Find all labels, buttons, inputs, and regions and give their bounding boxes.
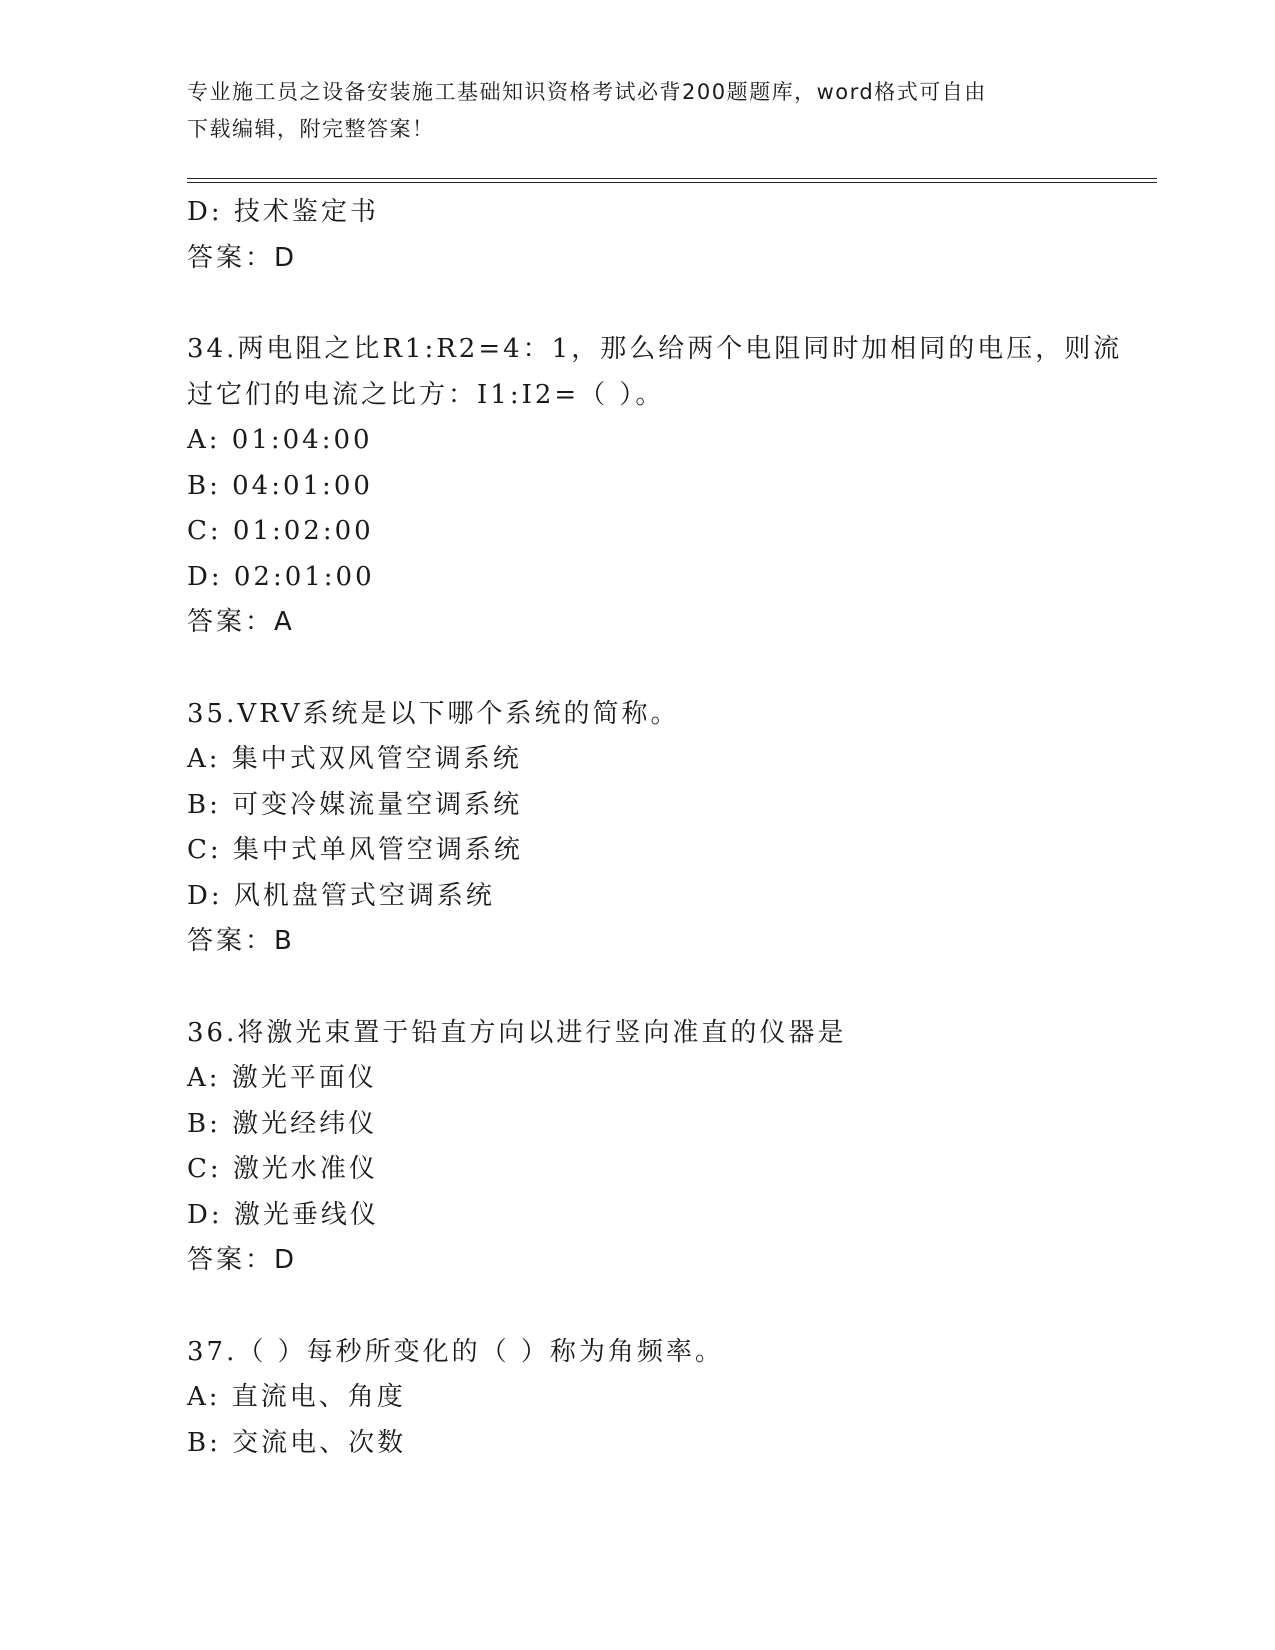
header-line-2: 下载编辑，附完整答案！ [187, 117, 435, 141]
option-d: D: 风机盘管式空调系统 [187, 880, 495, 911]
option-d: D: 激光垂线仪 [187, 1199, 379, 1230]
answer: 答案：D [187, 1245, 298, 1275]
option-b: B: 激光经纬仪 [187, 1108, 378, 1139]
header-divider [187, 178, 1157, 183]
question-stem: 过它们的电流之比方：I1:I2=（ ）。 [187, 379, 665, 410]
option-d: D: 技术鉴定书 [187, 197, 379, 227]
question-stem: 36.将激光束置于铅直方向以进行竖向准直的仪器是 [187, 1017, 847, 1048]
question-34 [187, 327, 1157, 646]
question-list [187, 190, 1157, 1466]
option-b: B: 可变冷媒流量空调系统 [187, 789, 523, 820]
document-page [187, 0, 1157, 1650]
option-c: C: 激光水准仪 [187, 1154, 378, 1184]
question-stem: 35.VRV系统是以下哪个系统的简称。 [187, 698, 680, 729]
question-35 [187, 692, 1157, 965]
question-stem: 34.两电阻之比R1:R2=4：1，那么给两个电阻同时加相同的电压，则流 [187, 334, 1123, 364]
question-36 [187, 1011, 1157, 1284]
option-b: B: 交流电、次数 [187, 1427, 407, 1458]
question-37 [187, 1330, 1157, 1467]
answer: 答案：A [187, 607, 295, 637]
document-header [187, 74, 1067, 148]
option-a: A: 01:04:00 [187, 425, 373, 455]
option-c: C: 集中式单风管空调系统 [187, 835, 523, 865]
question-stem: 37.（ ）每秒所变化的（ ）称为角频率。 [187, 1336, 724, 1367]
option-a: A: 集中式双风管空调系统 [187, 744, 522, 774]
header-line-1: 专业施工员之设备安装施工基础知识资格考试必背200题题库，word格式可自由 [187, 80, 987, 104]
answer: 答案：D [187, 242, 298, 273]
option-b: B: 04:01:00 [187, 470, 373, 501]
option-a: A: 直流电、角度 [187, 1382, 406, 1412]
option-a: A: 激光平面仪 [187, 1063, 377, 1093]
option-c: C: 01:02:00 [187, 516, 374, 546]
question-33-carryover [187, 190, 1157, 281]
answer: 答案：B [187, 926, 295, 956]
option-d: D: 02:01:00 [187, 561, 375, 592]
